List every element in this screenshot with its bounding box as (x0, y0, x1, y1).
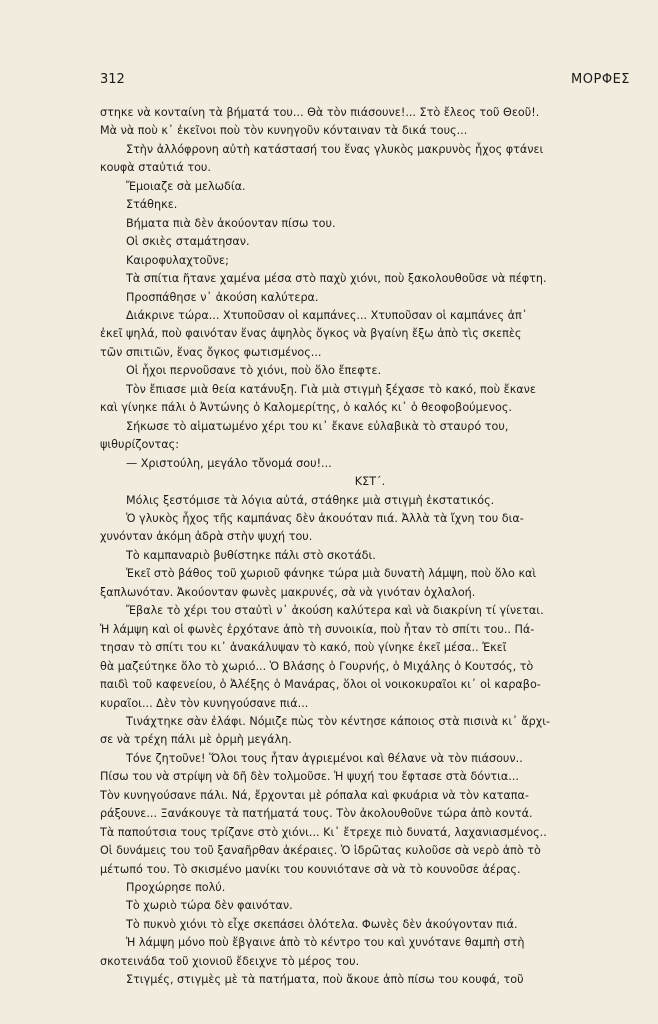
page-header (100, 72, 630, 92)
text-line: θὰ μαζεύτηκε ὅλο τὸ χωριό... Ὁ Βλάσης ὁ Γουρνής, ὁ Μιχάλης ὁ Κουτσός, τὸ (100, 659, 534, 673)
text-line: Οἱ δυνάμεις του τοῦ ξαναῆρθαν ἀκέραιες. Ὁ ἱδρῶτας κυλοῦσε σὰ νερὸ ἀπὸ τὸ (100, 844, 541, 858)
text-line: Οἱ σκιὲς σταμάτησαν. (126, 235, 250, 249)
text-line: Καιροφυλαχτοῦνε; (126, 253, 229, 267)
text-line: Τὸ χωριὸ τώρα δὲν φαινόταν. (126, 899, 293, 913)
text-line: Ἐκεῖ στὸ βάθος τοῦ χωριοῦ φάνηκε τώρα μιὰ δυνατὴ λάμψη, ποὺ ὅλο καὶ (126, 567, 537, 581)
text-line: στηκε νὰ κονταίνη τὰ βήματά του... Θὰ τὸν πιάσουνε!... Στὸ ἔλεος τοῦ Θεοῦ!. (100, 106, 540, 119)
text-line: Τὰ σπίτια ἤτανε χαμένα μέσα στὸ παχὺ χιόνι, ποὺ ξακολουθοῦσε νὰ πέφτη. (126, 272, 547, 286)
text-line: κυραῖοι... Δὲν τὸν κυνηγούσανε πιά... (100, 696, 309, 710)
text-line: Ἡ λάμψη μόνο ποὺ ἔβγαινε ἀπὸ τὸ κέντρο του καὶ χυνότανε θαμπὴ στὴ (126, 936, 525, 950)
body-text (100, 104, 640, 990)
text-line: χυνόνταν ἀκόμη ἀδρὰ στὴν ψυχή του. (100, 530, 313, 544)
page-number: 312 (100, 72, 125, 87)
text-line: ἐκεῖ ψηλά, ποὺ φαινόταν ἕνας ἀψηλὸς ὄγκος νὰ βγαίνη ἔξω ἀπὸ τὶς σκεπὲς (100, 327, 522, 341)
text-line: σκοτεινάδα τοῦ χιονιοῦ ἔδειχνε τὸ μέρος του. (100, 954, 360, 968)
text-line: Βήματα πιὰ δὲν ἀκούονταν πίσω του. (126, 216, 336, 230)
text-line: Σήκωσε τὸ αἱματωμένο χέρι του κι᾿ ἔκανε εὐλαβικὰ τὸ σταυρό του, (126, 419, 509, 433)
text-line: τησαν τὸ σπίτι του κι᾿ ἀνακάλυψαν τὸ κακό, ποὺ γίνηκε ἐκεῖ μέσα.. Ἐκεῖ (100, 641, 507, 655)
text-line: Στὴν ἀλλόφρονη αὐτὴ κατάστασή του ἕνας γλυκὸς μακρυνὸς ἦχος φτάνει (126, 142, 544, 156)
chapter-heading: ΚΣΤ΄. (354, 475, 386, 489)
running-title: ΜΟΡΦΕΣ (571, 72, 630, 87)
text-line: Διάκρινε τώρα... Χτυποῦσαν οἱ καμπάνες... Χτυποῦσαν οἱ καμπάνες ἀπ᾿ (126, 308, 528, 322)
text-line: — Χριστούλη, μεγάλο τὄνομά σου!... (126, 456, 332, 470)
text-line: κουφὰ σταὐτιά του. (100, 161, 211, 175)
text-line: ράξουνε... Ξανάκουγε τὰ πατήματά τους. Τὸν ἀκολουθοῦνε τώρα ἀπὸ κοντά. (100, 807, 533, 821)
text-line: Τόνε ζητοῦνε! Ὅλοι τους ἦταν ἀγριεμένοι καὶ θέλανε νὰ τὸν πιάσουν.. (126, 751, 523, 765)
text-line: Ἔβαλε τὸ χέρι του σταὐτὶ ν᾿ ἀκούση καλύτερα καὶ νὰ διακρίνη τί γίνεται. (126, 604, 544, 618)
text-line: Ἔμοιαζε σὰ μελωδία. (126, 179, 246, 193)
text-line: ψιθυρίζοντας: (100, 438, 179, 452)
text-line: παιδὶ τοῦ καφενείου, ὁ Ἀλέξης ὁ Μανάρας, ὅλοι οἱ νοικοκυραῖοι κι᾿ οἱ καραβο- (100, 678, 541, 692)
text-line: Τὸ καμπαναριὸ βυθίστηκε πάλι στὸ σκοτάδι. (126, 548, 376, 562)
text-line: ξαπλωνόταν. Ἀκούονταν φωνὲς μακρυνές, σὰ νὰ γινόταν ὀχλαλοή. (100, 585, 476, 599)
text-line: μέτωπό του. Τὸ σκισμένο μανίκι του κουνιότανε σὰ νὰ τὸ κουνοῦσε ἀέρας. (100, 862, 521, 876)
text-line: Τὰ παπούτσια τους τρίζανε στὸ χιόνι... Κι᾿ ἔτρεχε πιὸ δυνατά, λαχανιασμένος.. (100, 825, 547, 839)
text-line: Τὸ πυκνὸ χιόνι τὸ εἶχε σκεπάσει ὁλότελα. Φωνὲς δὲν ἀκούγονταν πιά. (126, 917, 518, 931)
text-line: Τὸν κυνηγούσανε πάλι. Νά, ἔρχονται μὲ ρόπαλα καὶ φκυάρια νὰ τὸν καταπα- (100, 788, 529, 802)
text-line: Τινάχτηκε σὰν ἐλάφι. Νόμιζε πὼς τὸν κέντησε κάποιος στὰ πισινὰ κι᾿ ἄρχι- (126, 714, 551, 728)
text-line: Στιγμές, στιγμὲς μὲ τὰ πατήματα, ποὺ ἄκουε ἀπὸ πίσω του κουφά, τοῦ (126, 973, 524, 987)
text-line: Μὰ νὰ ποὺ κ᾿ ἐκεῖνοι ποὺ τὸν κυνηγοῦν κόνταιναν τὰ δικά τους... (100, 124, 468, 138)
text-line: τῶν σπιτιῶν, ἕνας ὄγκος φωτισμένος... (100, 345, 322, 359)
text-line: Προσπάθησε ν᾿ ἀκούση καλύτερα. (126, 290, 319, 304)
text-line: Προχώρησε πολύ. (126, 881, 226, 895)
text-line: Ὁ γλυκὸς ἦχος τῆς καμπάνας δὲν ἀκουόταν πιά. Ἀλλὰ τὰ ἴχνη του δια- (126, 511, 524, 525)
text-line: σε νὰ τρέχη πάλι μὲ ὁρμὴ μεγάλη. (100, 733, 292, 747)
text-line: καὶ γίνηκε πάλι ὁ Ἀντώνης ὁ Καλομερίτης, ὁ καλός κι᾿ ὁ θεοφοβούμενος. (100, 401, 513, 415)
text-line: Μόλις ξεστόμισε τὰ λόγια αὐτά, στάθηκε μιὰ στιγμὴ ἐκστατικός. (126, 493, 495, 507)
text-line: Οἱ ἦχοι περνοῦσανε τὸ χιόνι, ποὺ ὅλο ἔπεφτε. (126, 364, 382, 378)
text-line: Πίσω του νὰ στρίψη νὰ δῆ δὲν τολμοῦσε. Ἡ ψυχή του ἔφτασε στὰ δόντια... (100, 770, 519, 784)
text-line: Ἡ λάμψη καὶ οἱ φωνὲς ἐρχότανε ἀπὸ τὴ συνοικία, ποὺ ἦταν τὸ σπίτι του.. Πά- (100, 622, 535, 636)
text-line: Στάθηκε. (126, 198, 178, 212)
text-line: Τὸν ἔπιασε μιὰ θεία κατάνυξη. Γιὰ μιὰ στιγμὴ ξέχασε τὸ κακό, ποὺ ἔκανε (126, 382, 536, 396)
